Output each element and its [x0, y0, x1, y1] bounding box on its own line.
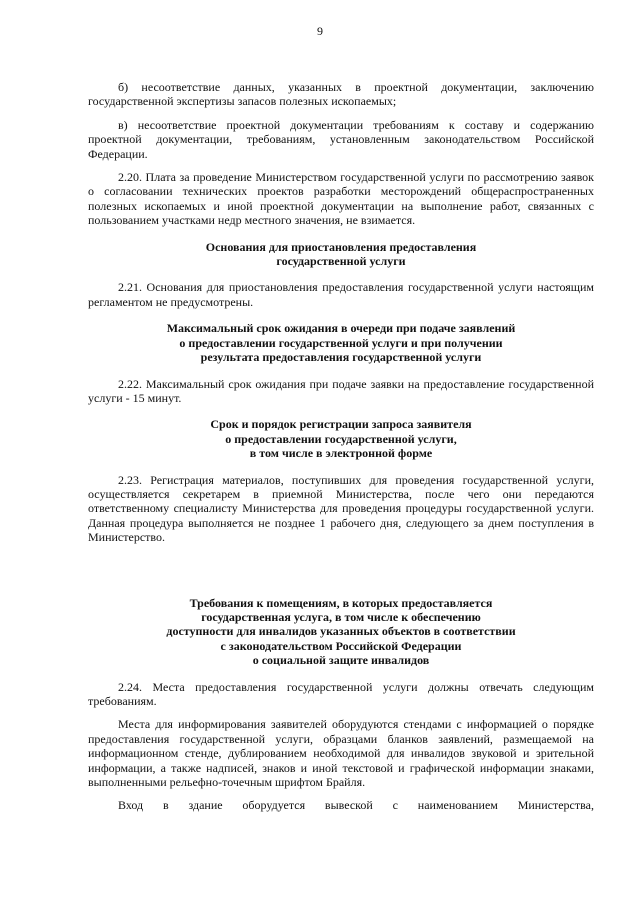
heading-line: государственная услуга, в том числе к обеспечению	[201, 609, 481, 624]
paragraph: в) несоответствие проектной документации требованиям к составу и содержанию проектной документации, требованиям, установленным законодательством Российской Федерации.	[88, 117, 594, 161]
word: здание	[188, 798, 223, 813]
word: Вход	[118, 798, 144, 813]
heading-line: о предоставлении государственной услуги и при получении	[179, 335, 503, 350]
heading-line: Срок и порядок регистрации запроса заявителя	[210, 417, 472, 432]
word: наименованием	[417, 798, 498, 813]
heading-line: Максимальный срок ожидания в очереди при подаче заявлений	[166, 321, 516, 336]
heading-line: Основания для приостановления предоставления	[205, 239, 477, 254]
section-heading	[88, 240, 594, 269]
heading-line: доступности для инвалидов указанных объектов в соответствии	[166, 624, 516, 639]
word: в	[162, 798, 169, 813]
paragraph: 2.22. Максимальный срок ожидания при подаче заявки на предоставление государственной услуги - 15 минут.	[88, 376, 594, 405]
heading-line: Требования к помещениям, в которых предоставляется	[189, 595, 493, 610]
word: оборудуется	[242, 798, 306, 813]
word: с	[392, 798, 398, 813]
heading-line: о предоставлении государственной услуги,	[225, 431, 457, 446]
section-spacer	[88, 554, 594, 584]
section-heading	[88, 596, 594, 668]
paragraph: 2.21. Основания для приостановления предоставления государственной услуги настоящим регламентом не предусмотрены.	[88, 280, 594, 309]
paragraph-start	[118, 798, 594, 812]
word: Министерства,	[517, 798, 594, 813]
document-body	[88, 80, 594, 813]
paragraph: 2.23. Регистрация материалов, поступивших для проведения государственной услуги, осуществляется секретарем в приемной Министерства, после чего они передаются ответственному специалисту Министерства для проведения процедуры государственной услуги. Данная процедура выполняется не позднее 1 рабочего дня, следующего за днем поступления в Министерство.	[88, 472, 594, 545]
heading-line: государственной услуги	[276, 254, 406, 269]
heading-line: результата предоставления государственной услуги	[200, 350, 482, 365]
word: вывеской	[324, 798, 373, 813]
paragraph: б) несоответствие данных, указанных в проектной документации, заключению государственной экспертизы запасов полезных ископаемых;	[88, 80, 594, 109]
paragraph: 2.20. Плата за проведение Министерством государственной услуги по рассмотрению заявок о согласовании технических проектов разработки месторождений общераспространенных полезных ископаемых и иной проектной документации на выполнение работ, связанных с пользованием участками недр местного значения, не взимается.	[88, 170, 594, 228]
heading-line: с законодательством Российской Федерации	[220, 638, 462, 653]
paragraph: 2.24. Места предоставления государственной услуги должны отвечать следующим требованиям.	[88, 679, 594, 708]
section-heading	[88, 321, 594, 364]
heading-line: в том числе в электронной форме	[249, 446, 433, 461]
page-number: 9	[317, 24, 323, 38]
paragraph: Места для информирования заявителей оборудуются стендами с информацией о порядке предоставления государственной услуги, образцами бланков заявлений, размещаемой на информационном стенде, дублированием необходимой для инвалидов звуковой и зрительной информации, а также надписей, знаков и иной текстовой и графической информации знаками, выполненными рельефно-точечным шрифтом Брайля.	[88, 717, 594, 790]
section-heading	[88, 417, 594, 460]
heading-line: о социальной защите инвалидов	[252, 653, 430, 668]
